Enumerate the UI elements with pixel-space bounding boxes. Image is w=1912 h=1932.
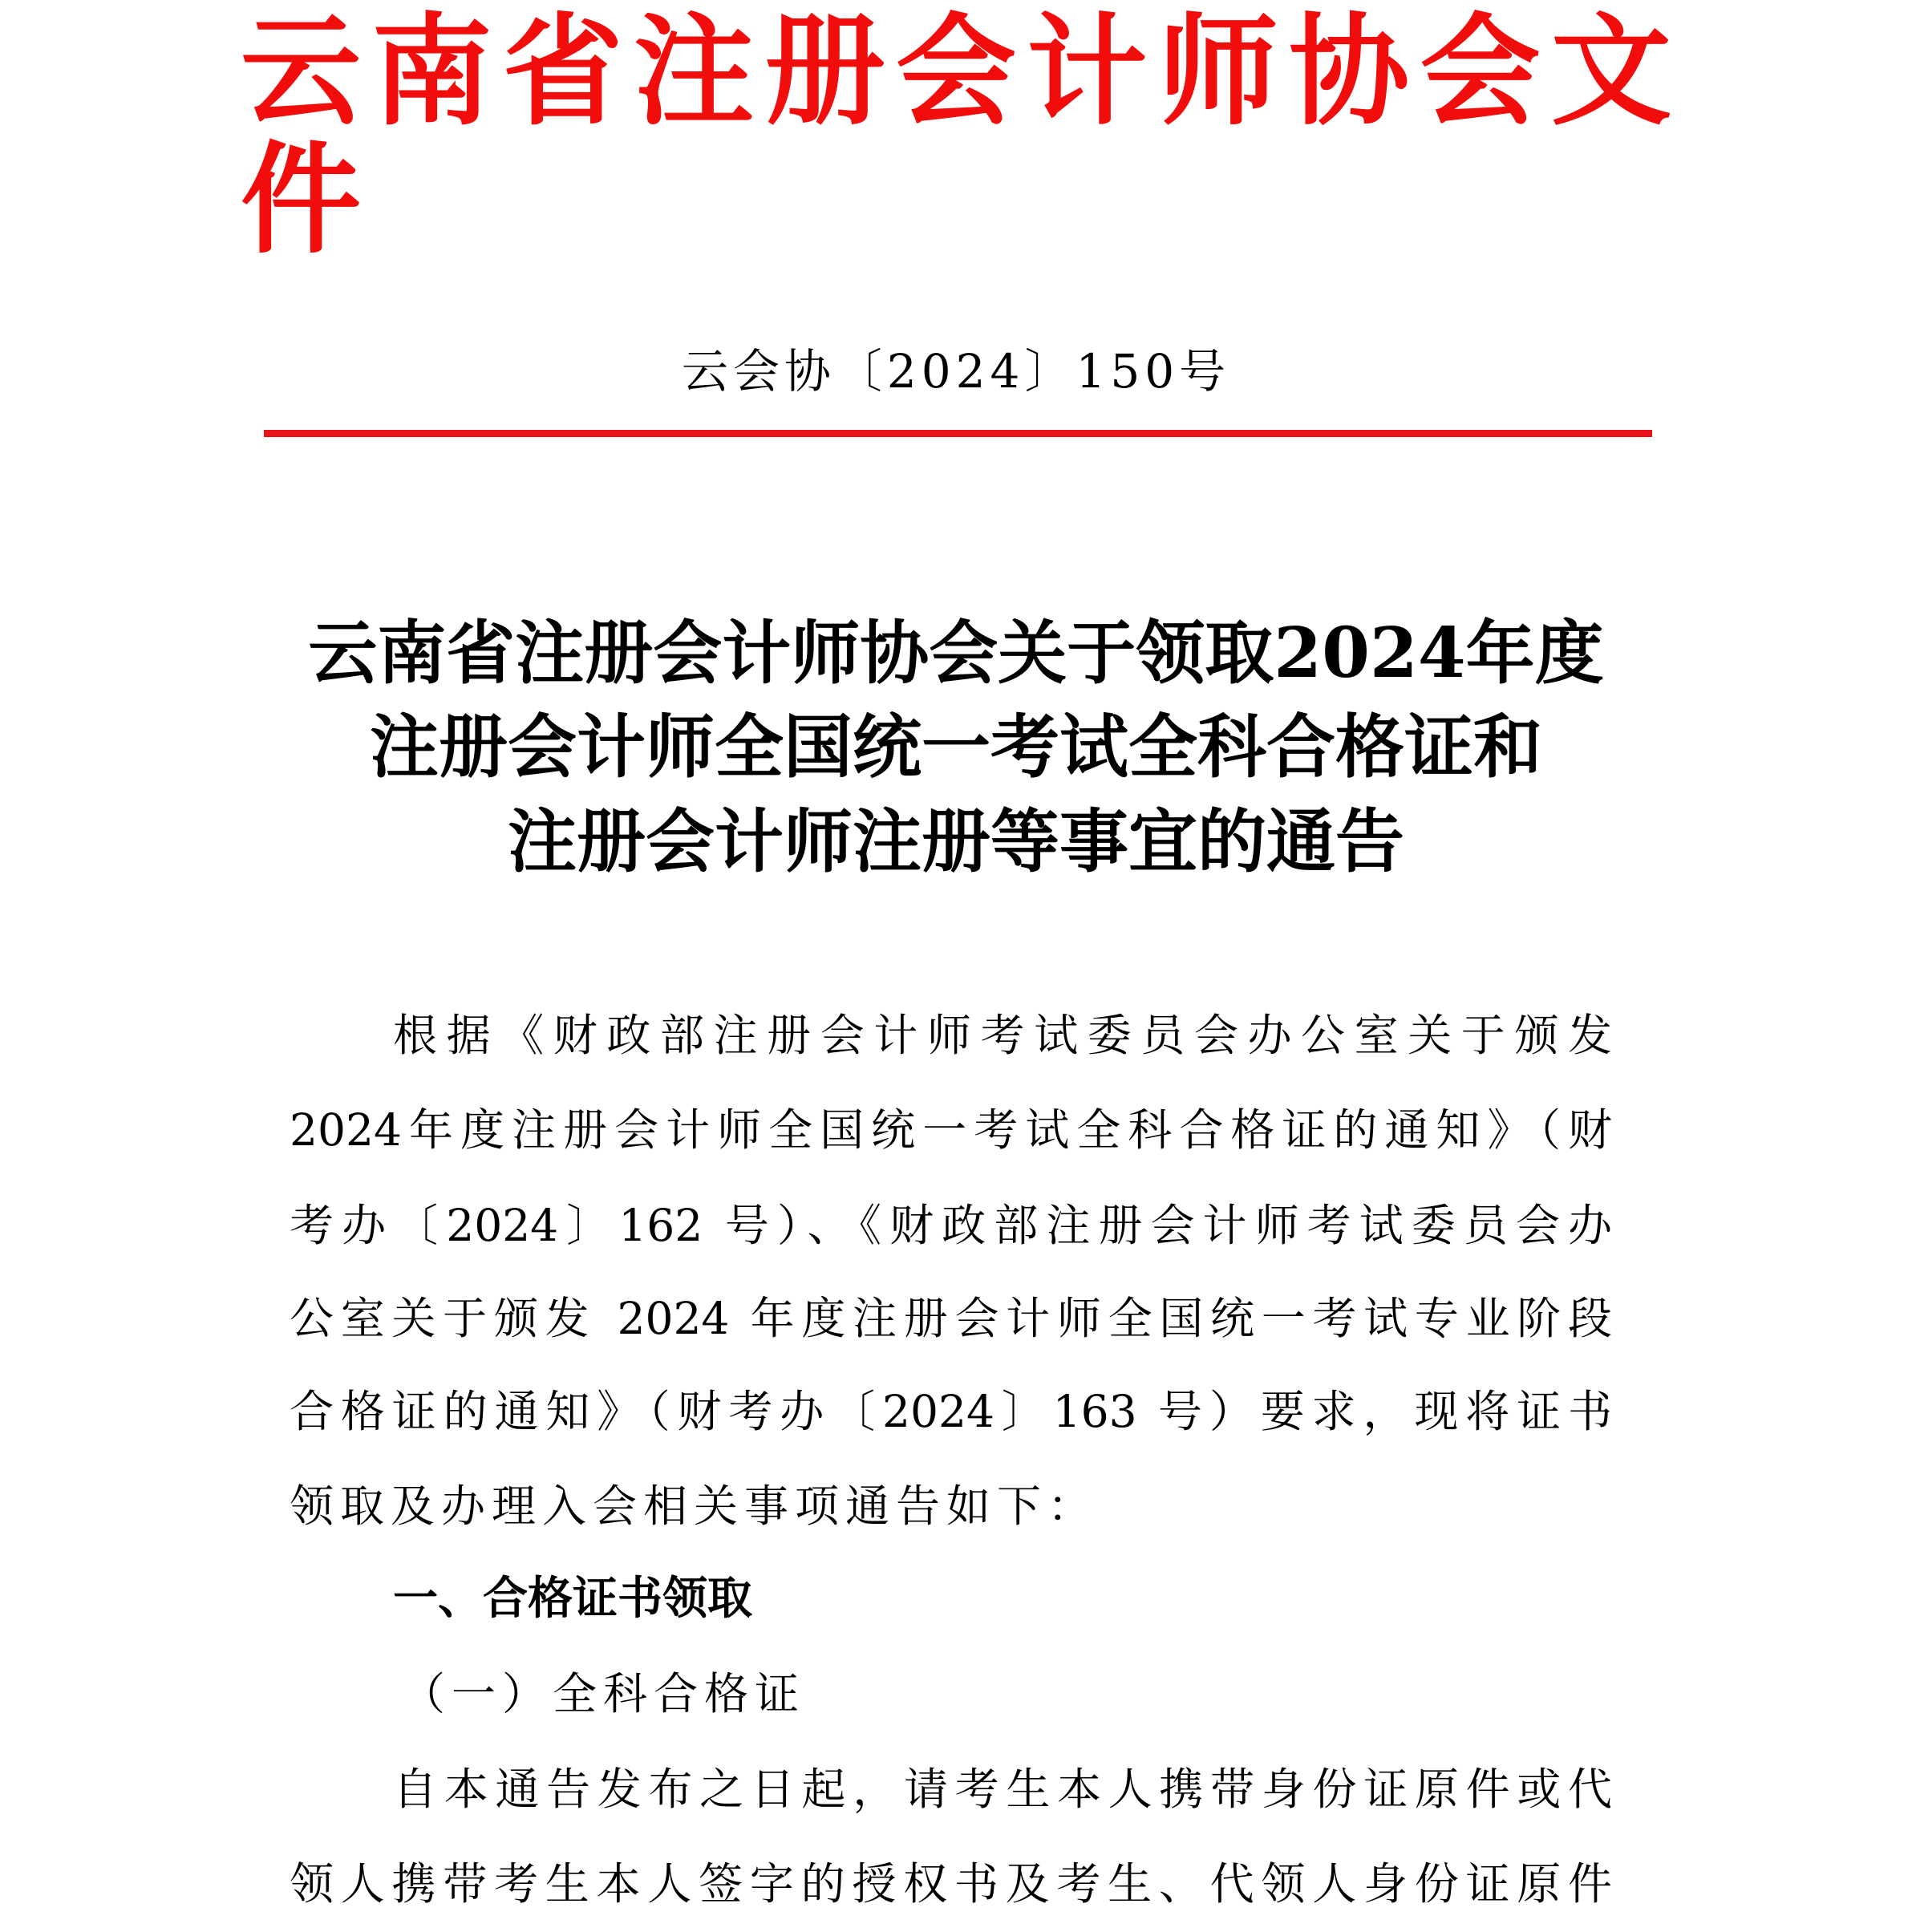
section-heading: 一、合格证书领取 xyxy=(393,1573,752,1625)
notice-title-line-3: 注册会计师注册等事宜的通告 xyxy=(508,801,1404,882)
subsection-heading: （一）全科合格证 xyxy=(401,1668,806,1719)
body-line: 领取及办理入会相关事项通告如下： xyxy=(290,1480,1099,1532)
notice-title-line-2: 注册会计师全国统一考试全科合格证和 xyxy=(370,707,1542,788)
body-line: 根据《财政部注册会计师考试委员会办公室关于颁发 xyxy=(393,1010,1612,1061)
body-line: 领人携带考生本人签字的授权书及考生、代领人身份证原件 xyxy=(290,1858,1612,1910)
document-number: 云会协〔2024〕150号 xyxy=(681,344,1231,399)
notice-title-line-1: 云南省注册会计师协会关于领取2024年度 xyxy=(308,613,1604,694)
body-line: 公室关于颁发 2024 年度注册会计师全国统一考试专业阶段 xyxy=(290,1293,1612,1344)
body-line: 自本通告发布之日起，请考生本人携带身份证原件或代 xyxy=(393,1764,1612,1815)
letterhead-divider xyxy=(264,430,1652,437)
body-line: 考办〔2024〕162 号）、《财政部注册会计师考试委员会办 xyxy=(290,1200,1612,1251)
body-line: 合格证的通知》（财考办〔2024〕163 号）要求，现将证书 xyxy=(290,1386,1612,1437)
body-line: 2024年度注册会计师全国统一考试全科合格证的通知》（财 xyxy=(290,1104,1612,1156)
org-letterhead-title: 云南省注册会计师协会文件 xyxy=(241,2,1671,270)
